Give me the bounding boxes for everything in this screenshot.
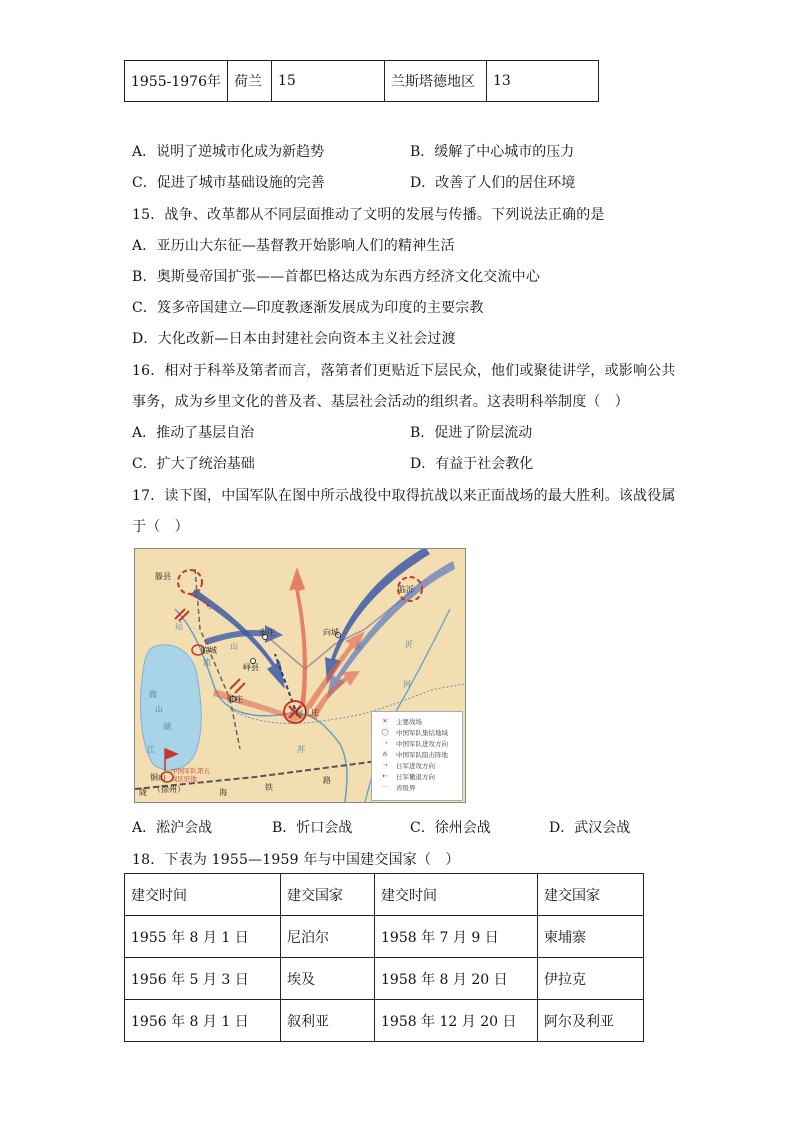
map-label-region: 江 [147, 745, 155, 754]
table-cell: 1956 年 8 月 1 日 [125, 1000, 281, 1042]
dotted-line-icon: ┄ [383, 783, 387, 791]
population-table-continued [124, 60, 599, 102]
q17-stem-line2: 于（ ） [132, 519, 189, 535]
table-header-cell: 建交国家 [281, 874, 375, 916]
map-label-linyi: 临沂 [398, 585, 414, 594]
map-label-railway: 铁 [265, 783, 273, 792]
q14-option-b: B．缓解了中心城市的压力 [410, 144, 575, 160]
q14-option-c: C．促进了城市基础设施的完善 [132, 175, 325, 191]
table-cell: 15 [272, 61, 385, 102]
map-label-xiangcheng: 向城 [323, 628, 339, 637]
map-label-water: 流 [203, 658, 211, 667]
legend-item: ⇠ 日军撤退方向 [376, 771, 435, 781]
map-label-region: 苏 [297, 745, 305, 754]
q16-option-d: D．有益于社会教化 [410, 456, 534, 472]
map-label-water: 沂 [405, 640, 413, 649]
table-cell: 荷兰 [228, 61, 272, 102]
map-label-yixian: 峄县 [243, 663, 259, 672]
table-header-cell: 建交时间 [375, 874, 538, 916]
table-cell: 埃及 [281, 958, 375, 1000]
table-cell: 柬埔寨 [538, 916, 644, 958]
table-row [125, 916, 644, 958]
table-header-row [125, 874, 644, 916]
chinese-attack-arrow [289, 567, 307, 707]
q17-option-c: C．徐州会战 [410, 820, 491, 836]
map-label-railway: 路 [323, 776, 331, 785]
diplomatic-relations-table [124, 873, 644, 1042]
map-label-zaozhuang: 枣庄 [259, 628, 275, 637]
table-cell: 1958 年 7 月 9 日 [375, 916, 538, 958]
table-row [125, 61, 599, 102]
q16-stem-line2: 事务，成为乡里文化的普及者、基层社会活动的组织者。这表明科举制度（ ） [132, 394, 629, 410]
table-cell: 叙利亚 [281, 1000, 375, 1042]
map-label-railway: 陇 [139, 788, 147, 797]
map-label-railway: 海 [219, 788, 227, 797]
map-label-lincheng: 临城 [201, 646, 217, 655]
table-cell: 1955 年 8 月 1 日 [125, 916, 281, 958]
table-row [125, 1000, 644, 1042]
q17-option-d: D．武汉会战 [549, 820, 631, 836]
arrow-right-icon: ➝ [382, 761, 388, 769]
map-label-xuzhou: （徐州） [153, 785, 185, 794]
map-label-hq: 中国军队第五战区驻地 [171, 767, 210, 783]
map-label-water: 微 [149, 690, 157, 699]
map-label-water: 湖 [163, 722, 171, 731]
q17-option-a: A．淞沪会战 [132, 820, 213, 836]
arrow-right-icon: ➝ [382, 739, 388, 747]
table-header-cell: 建交国家 [538, 874, 644, 916]
table-cell: 13 [487, 61, 599, 102]
q15-option-b: B．奥斯曼帝国扩张——首都巴格达成为东西方经济文化交流中心 [132, 269, 541, 285]
q16-option-c: C．扩大了统治基础 [132, 456, 255, 472]
legend-item: ⋔ 中国军队阻击阵地 [376, 749, 448, 759]
table-cell: 阿尔及利亚 [538, 1000, 644, 1042]
x-mark-icon: ✕ [382, 717, 388, 725]
table-cell: 1956 年 5 月 3 日 [125, 958, 281, 1000]
map-label-hanzhuang: 韩庄 [227, 695, 243, 704]
table-cell: 1955-1976年 [125, 61, 228, 102]
map-label-tongshan: 铜山 [150, 773, 166, 782]
q14-option-a: A．说明了逆城市化成为新趋势 [132, 144, 325, 160]
legend-item: ➝ 日军进攻方向 [376, 760, 435, 770]
map-label-water: 山 [230, 642, 238, 651]
table-cell: 1958 年 8 月 20 日 [375, 958, 538, 1000]
map-label-taierzhuang: 台儿庄 [295, 708, 319, 717]
q16-stem-line1: 16．相对于科举及第者而言，落第者们更贴近下层民众，他们或聚徒讲学，或影响公共 [132, 363, 676, 379]
map-label-water: 河 [193, 590, 201, 599]
q15-option-c: C．笈多帝国建立—印度教逐渐发展成为印度的主要宗教 [132, 300, 484, 316]
q16-option-b: B．促进了阶层流动 [410, 425, 533, 441]
legend-item: ✕ 主要战场 [376, 716, 422, 726]
table-cell: 兰斯塔德地区 [385, 61, 487, 102]
q17-stem-line1: 17．读下图，中国军队在图中所示战役中取得抗战以来正面战场的最大胜利。该战役属 [132, 488, 676, 504]
table-header-cell: 建交时间 [125, 874, 281, 916]
circle-icon: ◯ [381, 728, 389, 736]
legend-item: ➝ 中国军队进攻方向 [376, 738, 448, 748]
battle-map [134, 548, 466, 803]
q15-option-a: A．亚历山大东征—基督教开始影响人们的精神生活 [132, 238, 455, 254]
map-label-region: 东 [355, 642, 363, 651]
q18-stem: 18．下表为 1955—1959 年与中国建交国家（ ） [132, 852, 460, 868]
table-cell: 1958 年 12 月 20 日 [375, 1000, 538, 1042]
q16-option-a: A．推动了基层自治 [132, 425, 255, 441]
map-legend [371, 711, 463, 801]
blocking-icon: ⋔ [382, 750, 388, 758]
table-row [125, 958, 644, 1000]
map-label-tengxian: 滕县 [155, 572, 171, 581]
map-label-water: 运 [175, 622, 183, 631]
q15-stem: 15．战争、改革都从不同层面推动了文明的发展与传播。下列说法正确的是 [132, 207, 605, 223]
q15-option-d: D．大化改新—日本由封建社会向资本主义社会过渡 [132, 331, 456, 347]
map-label-water: 山 [155, 705, 163, 714]
map-label-water: 河 [403, 680, 411, 689]
q17-option-b: B．忻口会战 [272, 820, 353, 836]
q14-option-d: D．改善了人们的居住环境 [410, 175, 576, 191]
legend-item: ┄ 省级界 [376, 782, 416, 792]
table-cell: 尼泊尔 [281, 916, 375, 958]
dashed-arrow-icon: ⇠ [382, 772, 388, 780]
table-cell: 伊拉克 [538, 958, 644, 1000]
legend-item: ◯ 中国军队集结地域 [376, 727, 448, 737]
